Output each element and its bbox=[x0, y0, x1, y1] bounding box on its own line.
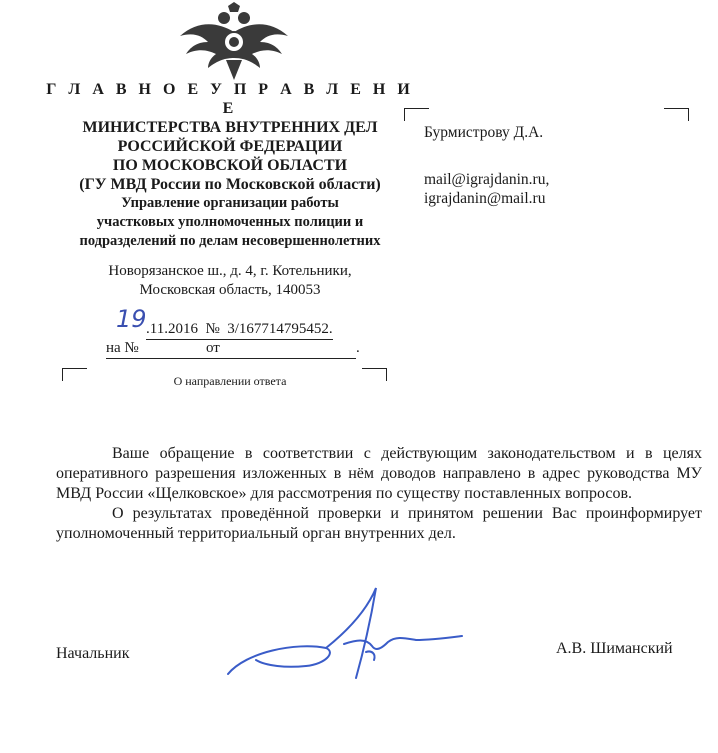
number-label: № bbox=[205, 321, 220, 337]
dept-line-2: участковых уполномоченных полиции и bbox=[96, 214, 364, 230]
signatory-title: Начальник bbox=[56, 645, 130, 662]
body-paragraph-1: Ваше обращение в соответствии с действующим законодательством и в целях оперативного разрешения изложенных в нём доводов направлено в адрес руководства МУ МВД России «Щелковское» для рассмотрения по существу поставленных вопросов. bbox=[56, 445, 702, 502]
organization-header bbox=[40, 80, 420, 194]
handwritten-day: 19 bbox=[116, 305, 147, 333]
org-title-line: Г Л А В Н О Е У П Р А В Л Е Н И Е bbox=[46, 81, 414, 117]
recipient-bracket-left bbox=[404, 108, 429, 121]
dept-line-1: Управление организации работы bbox=[121, 195, 339, 211]
registration-block bbox=[106, 305, 376, 358]
registration-date: .11.2016 bbox=[146, 321, 198, 337]
ref-end-mark: . bbox=[356, 340, 360, 356]
double-headed-eagle-emblem-icon bbox=[178, 2, 290, 80]
address-block bbox=[40, 262, 420, 300]
from-label: от bbox=[206, 339, 356, 359]
recipient-bracket-right bbox=[664, 108, 689, 121]
recipient-email-1: mail@igrajdanin.ru, bbox=[424, 171, 550, 188]
handwritten-signature bbox=[226, 582, 466, 692]
body-paragraph-2: О результатах проведённой проверки и принятом решении Вас проинформирует уполномоченный территориальный орган внутренних дел. bbox=[56, 505, 702, 542]
org-ministry-line: МИНИСТЕРСТВА ВНУТРЕННИХ ДЕЛ bbox=[82, 119, 378, 136]
recipient-name: Бурмистрову Д.А. bbox=[424, 124, 544, 141]
ref-label: на № bbox=[106, 339, 206, 359]
org-country-line: РОССИЙСКОЙ ФЕДЕРАЦИИ bbox=[117, 138, 343, 155]
address-line-2: Московская область, 140053 bbox=[139, 282, 321, 298]
dept-line-3: подразделений по делам несовершеннолетних bbox=[79, 233, 381, 249]
department-header bbox=[40, 194, 420, 251]
recipient-email-2: igrajdanin@mail.ru bbox=[424, 190, 546, 207]
letter-body bbox=[56, 444, 702, 544]
registration-number: 3/167714795452. bbox=[227, 321, 333, 337]
subject-line: О направлении ответа bbox=[173, 374, 287, 388]
org-abbrev-line: (ГУ МВД России по Московской области) bbox=[79, 176, 381, 193]
address-line-1: Новорязанское ш., д. 4, г. Котельники, bbox=[108, 263, 352, 279]
org-region-line: ПО МОСКОВСКОЙ ОБЛАСТИ bbox=[112, 157, 348, 174]
recipient-block bbox=[424, 123, 704, 208]
signatory-name: А.В. Шиманский bbox=[556, 640, 673, 657]
